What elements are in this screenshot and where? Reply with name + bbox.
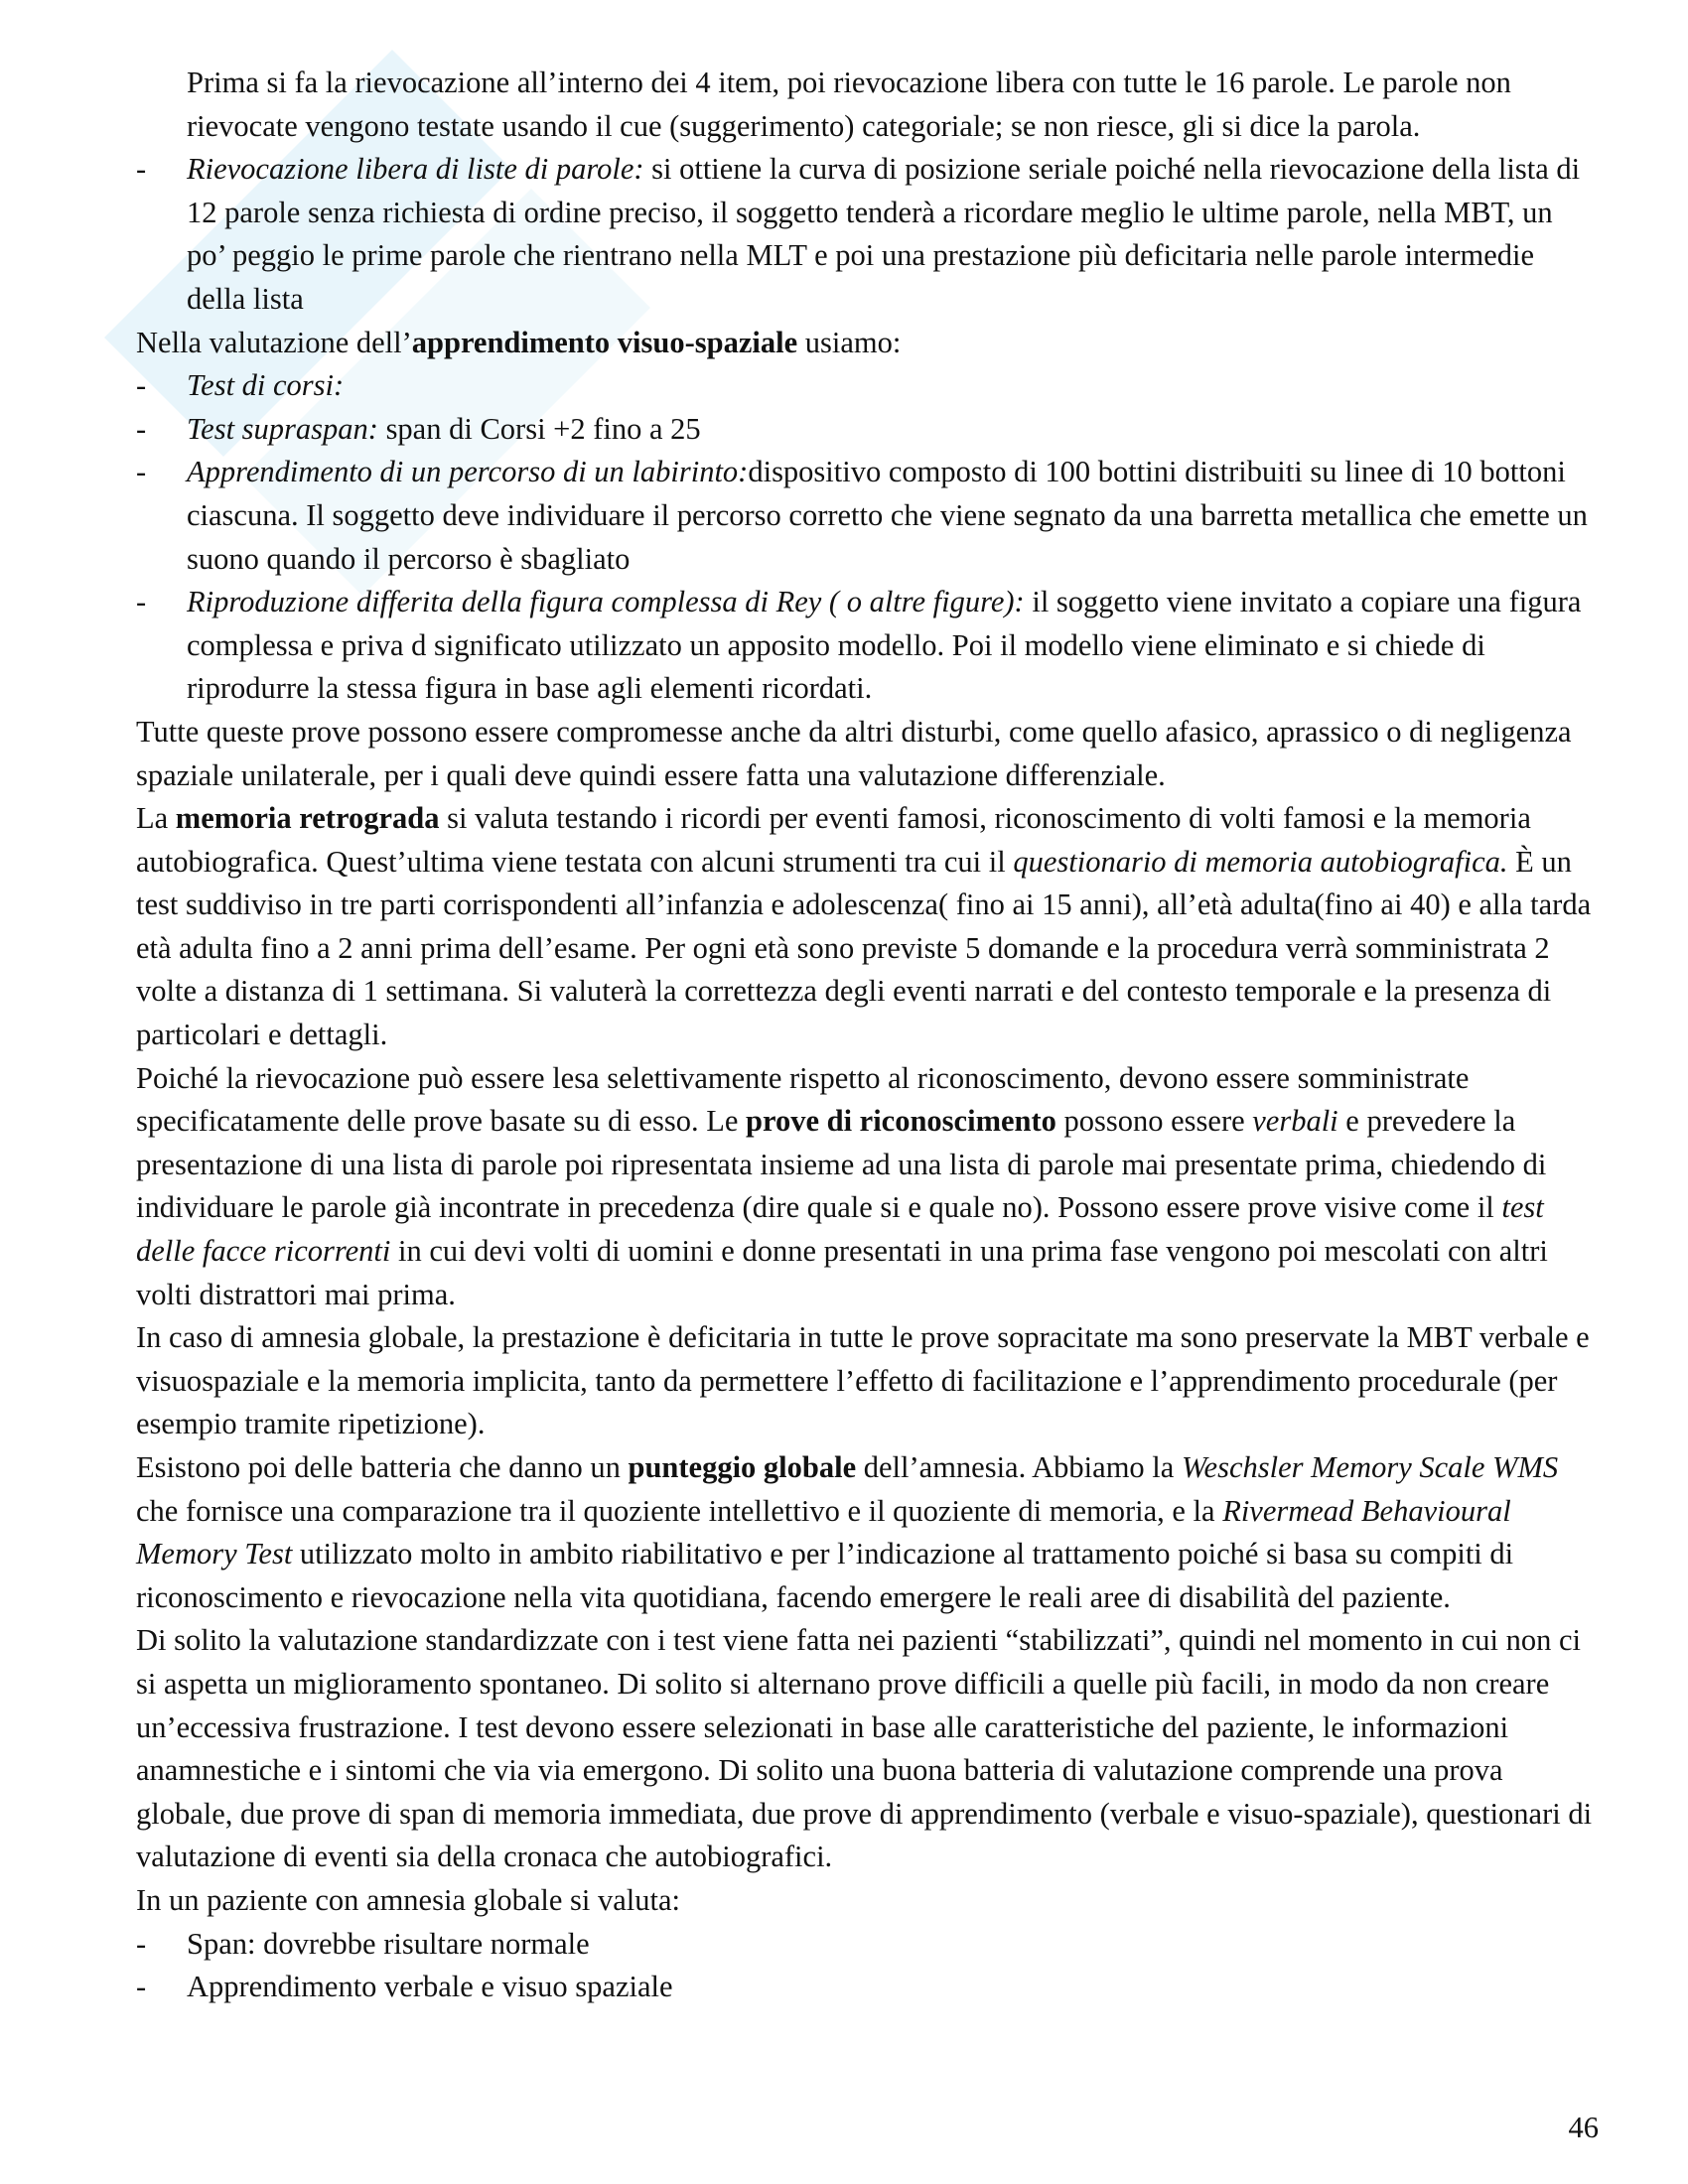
text-run: È un test suddiviso in tre parti corrispondenti all’infanzia e adolescenza( fino ai 15 anni), all’età adulta(fino ai 40) e alla tarda età adulta fino a 2 anni prima dell’esame. Per ogni età sono previste 5 domande e la procedura verrà somministrata 2 volte a distanza di 1 settimana. Si valuterà la correttezza degli eventi narrati e del contesto temporale e la presenza di particolari e dettagli. [136, 844, 1592, 1052]
bullet-dash: - [136, 152, 147, 187]
text-run: in cui devi volti di uomini e donne presentati in una prima fase vengono poi mescolati con altri volti distrattori mai prima. [136, 1234, 1548, 1311]
list-item [136, 1966, 1596, 2009]
text-run: si valuta testando i ricordi per eventi famosi, riconoscimento di volti famosi e la memoria autobiografica. Quest’ultima viene testata con alcuni strumenti tra cui il [136, 801, 1531, 879]
list-item [136, 1923, 1596, 1967]
bold-term: apprendimento visuo-spaziale [411, 325, 798, 359]
item-title: Riproduzione differita della figura complessa di Rey ( o altre figure): [187, 585, 1025, 619]
italic-term: questionario di memoria autobiografica. [1013, 844, 1508, 879]
item-title: Test supraspan: [187, 411, 378, 446]
page-number: 46 [1568, 2111, 1599, 2144]
item-text: dispositivo composto di 100 bottini distribuiti su linee di 10 bottoni ciascuna. Il soggetto deve individuare il percorso corretto che viene segnato da una barretta metallica che emette un suono quando il percorso è sbagliato [187, 455, 1588, 576]
paragraph-global-score [136, 1446, 1596, 1619]
list-item [136, 581, 1596, 711]
paragraph-patient-evaluation: In un paziente con amnesia globale si valuta: [136, 1882, 680, 1917]
bullet-dash: - [136, 1926, 147, 1961]
italic-term: Rivermead Behavioural Memory Test [136, 1493, 1511, 1571]
bullet-dash: - [136, 1970, 147, 2004]
text-run: Esistono poi delle batteria che danno un [136, 1450, 629, 1484]
paragraph-global-amnesia: In caso di amnesia globale, la prestazione è deficitaria in tutte le prove sopracitate ma sono preservate la MBT verbale e visuospaziale e la memoria implicita, tanto da permettere l’effetto di facilitazione e l’apprendimento procedurale (per esempio tramite ripetizione). [136, 1320, 1590, 1441]
text-run: possono essere [1055, 1104, 1253, 1139]
text-run: Nella valutazione dell’ [136, 325, 412, 359]
list-item [136, 408, 1596, 452]
text-run: Poiché la rievocazione può essere lesa selettivamente rispetto al riconoscimento, devono essere somministrate specificatamente delle prove basate su di esso. Le [136, 1060, 1470, 1139]
paragraph-differential: Tutte queste prove possono essere compromesse anche da altri disturbi, come quello afasico, aprassico o di negligenza spaziale unilaterale, per i quali deve quindi essere fatta una valutazione differenziale. [136, 714, 1572, 792]
item-title: Apprendimento di un percorso di un labirinto: [187, 455, 749, 489]
paragraph-visuospatial [136, 322, 1596, 365]
italic-term: verbali [1252, 1104, 1338, 1139]
bullet-dash: - [136, 411, 147, 446]
text-run: e prevedere la presentazione di una lista di parole poi ripresentata insieme ad una lista di parole mai presentate prima, chiedendo di individuare le parole già incontrate in precedenza (dire quale si e quale no). Possono essere prove visive come il [136, 1104, 1547, 1225]
item-text: Span: dovrebbe risultare normale [187, 1926, 590, 1961]
item-text: Apprendimento verbale e visuo spaziale [187, 1970, 673, 2004]
list-item [136, 451, 1596, 581]
item-text: span di Corsi +2 fino a 25 [377, 411, 701, 446]
list-item [136, 364, 1596, 408]
bullet-dash: - [136, 368, 147, 403]
bold-term: punteggio globale [628, 1450, 857, 1484]
text-run: utilizzato molto in ambito riabilitativo e per l’indicazione al trattamento poiché si basa su compiti di riconoscimento e rievocazione nella vita quotidiana, facendo emergere le reali aree di disabilità del paziente. [136, 1537, 1514, 1614]
paragraph-recall-intro: Prima si fa la rievocazione all’interno dei 4 item, poi rievocazione libera con tutte le 16 parole. Le parole non rievocate vengono testate usando il cue (suggerimento) categoriale; se non riesce, gli si dice la parola. [187, 66, 1511, 143]
item-text: il soggetto viene invitato a copiare una figura complessa e priva d significato utilizzato un apposito modello. Poi il modello viene eliminato e si chiede di riprodurre la stessa figura in base agli elementi ricordati. [187, 585, 1582, 706]
text-run: dell’amnesia. Abbiamo la [856, 1450, 1182, 1484]
paragraph-retrograde-memory [136, 797, 1596, 1057]
item-title: Rievocazione libera di liste di parole: [187, 152, 644, 187]
text-run: La [136, 801, 176, 836]
bold-term: memoria retrograda [175, 801, 440, 836]
bullet-dash: - [136, 455, 147, 489]
italic-term: Weschsler Memory Scale WMS [1181, 1450, 1559, 1484]
bold-term: prove di riconoscimento [746, 1104, 1056, 1139]
item-text: si ottiene la curva di posizione seriale poiché nella rievocazione della lista di 12 parole senza richiesta di ordine preciso, il soggetto tenderà a ricordare meglio le ultime parole, nella MBT, un po’ peggio le prime parole che rientrano nella MLT e poi una prestazione più deficitaria nelle parole intermedie della lista [187, 152, 1581, 316]
text-run: usiamo: [797, 325, 902, 359]
bullet-dash: - [136, 585, 147, 619]
list-item-free-recall [136, 148, 1596, 321]
paragraph-standardized-evaluation: Di solito la valutazione standardizzate con i test viene fatta nei pazienti “stabilizzati”, quindi nel momento in cui non ci si aspetta un miglioramento spontaneo. Di solito si alternano prove difficili a quelle più facili, in modo da non creare un’eccessiva frustrazione. I test devono essere selezionati in base alle caratteristiche del paziente, le informazioni anamnestiche e i sintomi che via via emergono. Di solito una buona batteria di valutazione comprende una prova globale, due prove di span di memoria immediata, due prove di apprendimento (verbale e visuo-spaziale), questionari di valutazione di eventi sia della cronaca che autobiografici. [136, 1623, 1593, 1874]
paragraph-recognition [136, 1057, 1596, 1317]
text-run: che fornisce una comparazione tra il quoziente intellettivo e il quoziente di memoria, e la [136, 1493, 1223, 1528]
italic-term: test delle facce ricorrenti [136, 1190, 1544, 1269]
document-body [136, 62, 1596, 2009]
item-title: Test di corsi: [187, 368, 345, 403]
